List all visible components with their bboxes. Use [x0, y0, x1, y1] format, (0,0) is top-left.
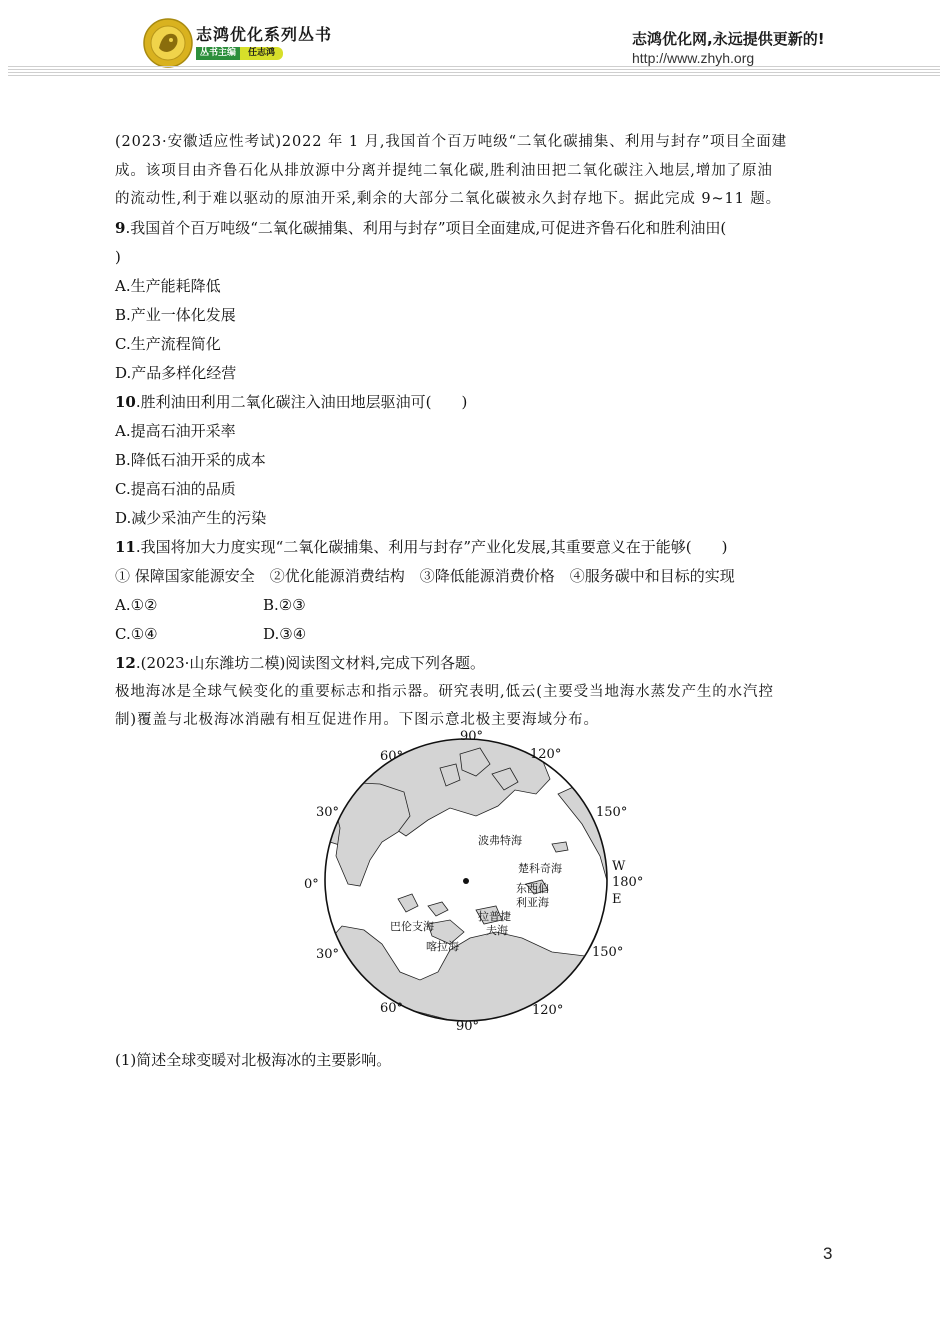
option-b[interactable]: B.②③ [263, 595, 306, 614]
question-9-stem [115, 214, 830, 243]
option-row [115, 620, 830, 649]
lon-label: 30° [316, 805, 340, 820]
stem-text: .胜利油田利用二氧化碳注入油田地层驱油可( ) [135, 392, 468, 411]
editor-name: 任志鸿 [240, 47, 283, 60]
option-d[interactable]: D.③④ [263, 624, 307, 643]
lon-label: 120° [530, 747, 562, 762]
material-passage [115, 128, 830, 214]
question-10-stem [115, 388, 830, 417]
north-pole-dot [463, 878, 469, 884]
stem-text: .我国首个百万吨级“二氧化碳捕集、利用与封存”项目全面建成,可促进齐鲁石化和胜利油田( [125, 218, 727, 237]
option-a[interactable]: A.提高石油开采率 [115, 421, 236, 440]
publisher-logo [143, 18, 193, 68]
option-a[interactable]: A.①② [115, 595, 158, 614]
sea-label: 波弗特海 [478, 834, 522, 847]
question-content [115, 128, 830, 735]
site-url[interactable]: http://www.zhyh.org [632, 50, 755, 66]
header-rule [8, 66, 940, 78]
material-line: (2023·安徽适应性考试)2022 年 1 月,我国首个百万吨级“二氧化碳捕集、利用与封存”项目全面建 [115, 134, 788, 150]
editor-badge [196, 47, 283, 60]
editor-label: 丛书主编 [196, 47, 240, 60]
sea-label: 楚科奇海 [518, 862, 562, 875]
sea-label: 东西伯 [516, 882, 549, 895]
stem-text: .(2023·山东潍坊二模)阅读图文材料,完成下列各题。 [135, 653, 486, 672]
material-line: 成。该项目由齐鲁石化从排放源中分离并提纯二氧化碳,胜利油田把二氧化碳注入地层,增加了原油 [115, 162, 773, 179]
stem-text: .我国将加大力度实现“二氧化碳捕集、利用与封存”产业化发展,其重要意义在于能够( ) [135, 537, 728, 556]
lon-label: 150° [596, 805, 628, 820]
material-line: 极地海冰是全球气候变化的重要标志和指示器。研究表明,低云(主要受当地海水蒸发产生的水汽控 [115, 683, 774, 700]
lon-label: 90° [456, 1019, 480, 1034]
lon-label: 120° [532, 1003, 564, 1018]
sea-label: 拉普捷 [478, 910, 511, 923]
question-12-stem [115, 649, 830, 678]
option-b[interactable]: B.降低石油开采的成本 [115, 450, 266, 469]
option-a[interactable]: A.生产能耗降低 [115, 276, 221, 295]
question-number: 12 [115, 653, 136, 672]
question-number: 11 [115, 537, 136, 556]
lon-label: 150° [592, 945, 624, 960]
sea-label: 夫海 [486, 924, 508, 937]
option-d[interactable]: D.产品多样化经营 [115, 363, 237, 382]
arctic-sea-map [300, 724, 660, 1042]
lon-label: 180° [612, 875, 644, 890]
page-header [0, 0, 950, 80]
option-b[interactable]: B.产业一体化发展 [115, 305, 236, 324]
question-11-stem [115, 533, 830, 562]
question-number: 10 [115, 392, 136, 411]
lon-label: E [612, 892, 622, 907]
sea-label: 喀拉海 [426, 940, 459, 953]
slogan: 志鸿优化网,永远提供更新的! [632, 30, 825, 48]
q12-sub1: (1)简述全球变暖对北极海冰的主要影响。 [115, 1051, 392, 1069]
sea-label: 巴伦支海 [390, 920, 434, 933]
brand-title: 志鸿优化系列丛书 [196, 25, 333, 44]
lon-label: 90° [460, 729, 484, 744]
option-row [115, 591, 830, 620]
option-c[interactable]: C.①④ [115, 624, 158, 643]
material-line: 制)覆盖与北极海冰消融有相互促进作用。下图示意北极主要海域分布。 [115, 712, 599, 728]
sea-label: 利亚海 [516, 896, 549, 909]
stem-text-cont: ) [115, 247, 121, 266]
lon-label: 30° [316, 947, 340, 962]
lon-label: 60° [380, 1001, 404, 1016]
lon-label: W [612, 859, 626, 874]
lon-label: 0° [304, 877, 319, 892]
page-number: 3 [823, 1244, 833, 1263]
question-number: 9 [115, 218, 126, 237]
lon-label: 60° [380, 749, 404, 764]
option-c[interactable]: C.生产流程简化 [115, 334, 221, 353]
statements: ① 保障国家能源安全 ②优化能源消费结构 ③降低能源消费价格 ④服务碳中和目标的实现 [115, 566, 735, 585]
option-c[interactable]: C.提高石油的品质 [115, 479, 236, 498]
option-d[interactable]: D.减少采油产生的污染 [115, 508, 267, 527]
material-line: 的流动性,利于难以驱动的原油开采,剩余的大部分二氧化碳被永久封存地下。据此完成 9~11 题。 [115, 191, 782, 207]
